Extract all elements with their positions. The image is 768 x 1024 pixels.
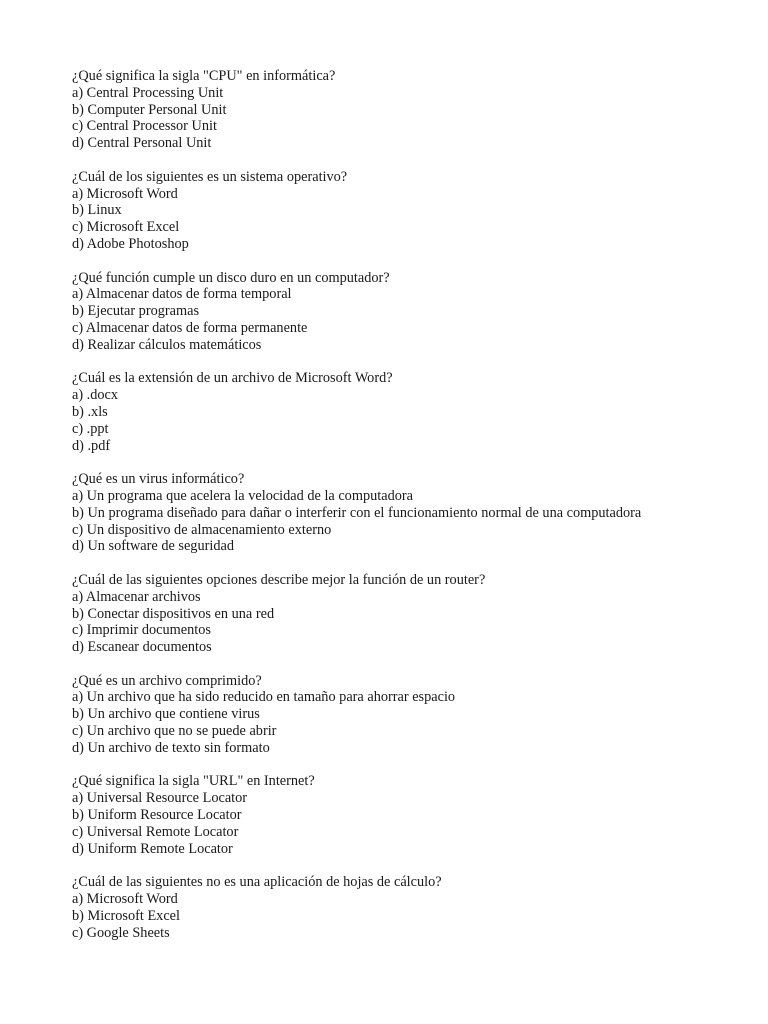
question-text: ¿Qué significa la sigla "URL" en Internet?	[72, 773, 315, 790]
question-block	[72, 471, 752, 555]
answer-option: d) Central Personal Unit	[72, 135, 212, 152]
question-block	[72, 874, 752, 941]
answer-option: b) Un archivo que contiene virus	[72, 706, 260, 723]
question-text: ¿Qué función cumple un disco duro en un computador?	[72, 269, 390, 286]
answer-option: d) Adobe Photoshop	[72, 235, 189, 252]
answer-option: c) Google Sheets	[72, 924, 170, 941]
answer-option: c) Universal Remote Locator	[72, 823, 239, 840]
answer-option: a) Microsoft Word	[72, 891, 178, 908]
question-text: ¿Qué significa la sigla "CPU" en informática?	[72, 68, 336, 84]
answer-option: d) Un archivo de texto sin formato	[72, 739, 270, 756]
answer-option: b) Computer Personal Unit	[72, 101, 227, 118]
answer-option: a) Almacenar archivos	[72, 588, 201, 605]
answer-option: a) .docx	[72, 387, 119, 404]
answer-option: d) Un software de seguridad	[72, 538, 234, 555]
answer-option: a) Universal Resource Locator	[72, 790, 248, 807]
answer-option: b) .xls	[72, 403, 108, 420]
answer-option: c) Un dispositivo de almacenamiento externo	[72, 521, 332, 538]
answer-option: d) Uniform Remote Locator	[72, 840, 233, 857]
answer-option: c) .ppt	[72, 420, 109, 437]
answer-option: c) Imprimir documentos	[72, 622, 211, 639]
answer-option: c) Central Processor Unit	[72, 118, 217, 135]
answer-option: d) Escanear documentos	[72, 639, 212, 656]
answer-option: a) Microsoft Word	[72, 185, 178, 202]
question-block	[72, 773, 752, 857]
answer-option: a) Un programa que acelera la velocidad de la computadora	[72, 487, 413, 504]
answer-option: c) Almacenar datos de forma permanente	[72, 319, 308, 336]
question-text: ¿Cuál es la extensión de un archivo de Microsoft Word?	[72, 370, 393, 387]
document-page	[72, 68, 752, 958]
answer-option: d) .pdf	[72, 437, 111, 454]
answer-option: a) Almacenar datos de forma temporal	[72, 286, 292, 303]
answer-option: b) Un programa diseñado para dañar o interferir con el funcionamiento normal de una computadora	[72, 504, 642, 521]
question-text: ¿Qué es un archivo comprimido?	[72, 672, 262, 689]
question-block	[72, 270, 752, 354]
question-block	[72, 572, 752, 656]
question-text: ¿Cuál de las siguientes no es una aplicación de hojas de cálculo?	[72, 874, 442, 891]
question-block	[72, 673, 752, 757]
question-block	[72, 370, 752, 454]
question-block	[72, 68, 752, 152]
answer-option: a) Un archivo que ha sido reducido en tamaño para ahorrar espacio	[72, 689, 456, 706]
question-text: ¿Cuál de las siguientes opciones describe mejor la función de un router?	[72, 571, 486, 588]
answer-option: b) Conectar dispositivos en una red	[72, 605, 275, 622]
answer-option: b) Linux	[72, 202, 122, 219]
answer-option: b) Microsoft Excel	[72, 907, 180, 924]
answer-option: d) Realizar cálculos matemáticos	[72, 336, 262, 353]
answer-option: a) Central Processing Unit	[72, 84, 224, 101]
question-text: ¿Cuál de los siguientes es un sistema operativo?	[72, 168, 348, 185]
answer-option: b) Ejecutar programas	[72, 303, 200, 320]
question-block	[72, 169, 752, 253]
question-text: ¿Qué es un virus informático?	[72, 471, 245, 488]
answer-option: c) Un archivo que no se puede abrir	[72, 723, 277, 740]
answer-option: c) Microsoft Excel	[72, 219, 180, 236]
answer-option: b) Uniform Resource Locator	[72, 807, 242, 824]
